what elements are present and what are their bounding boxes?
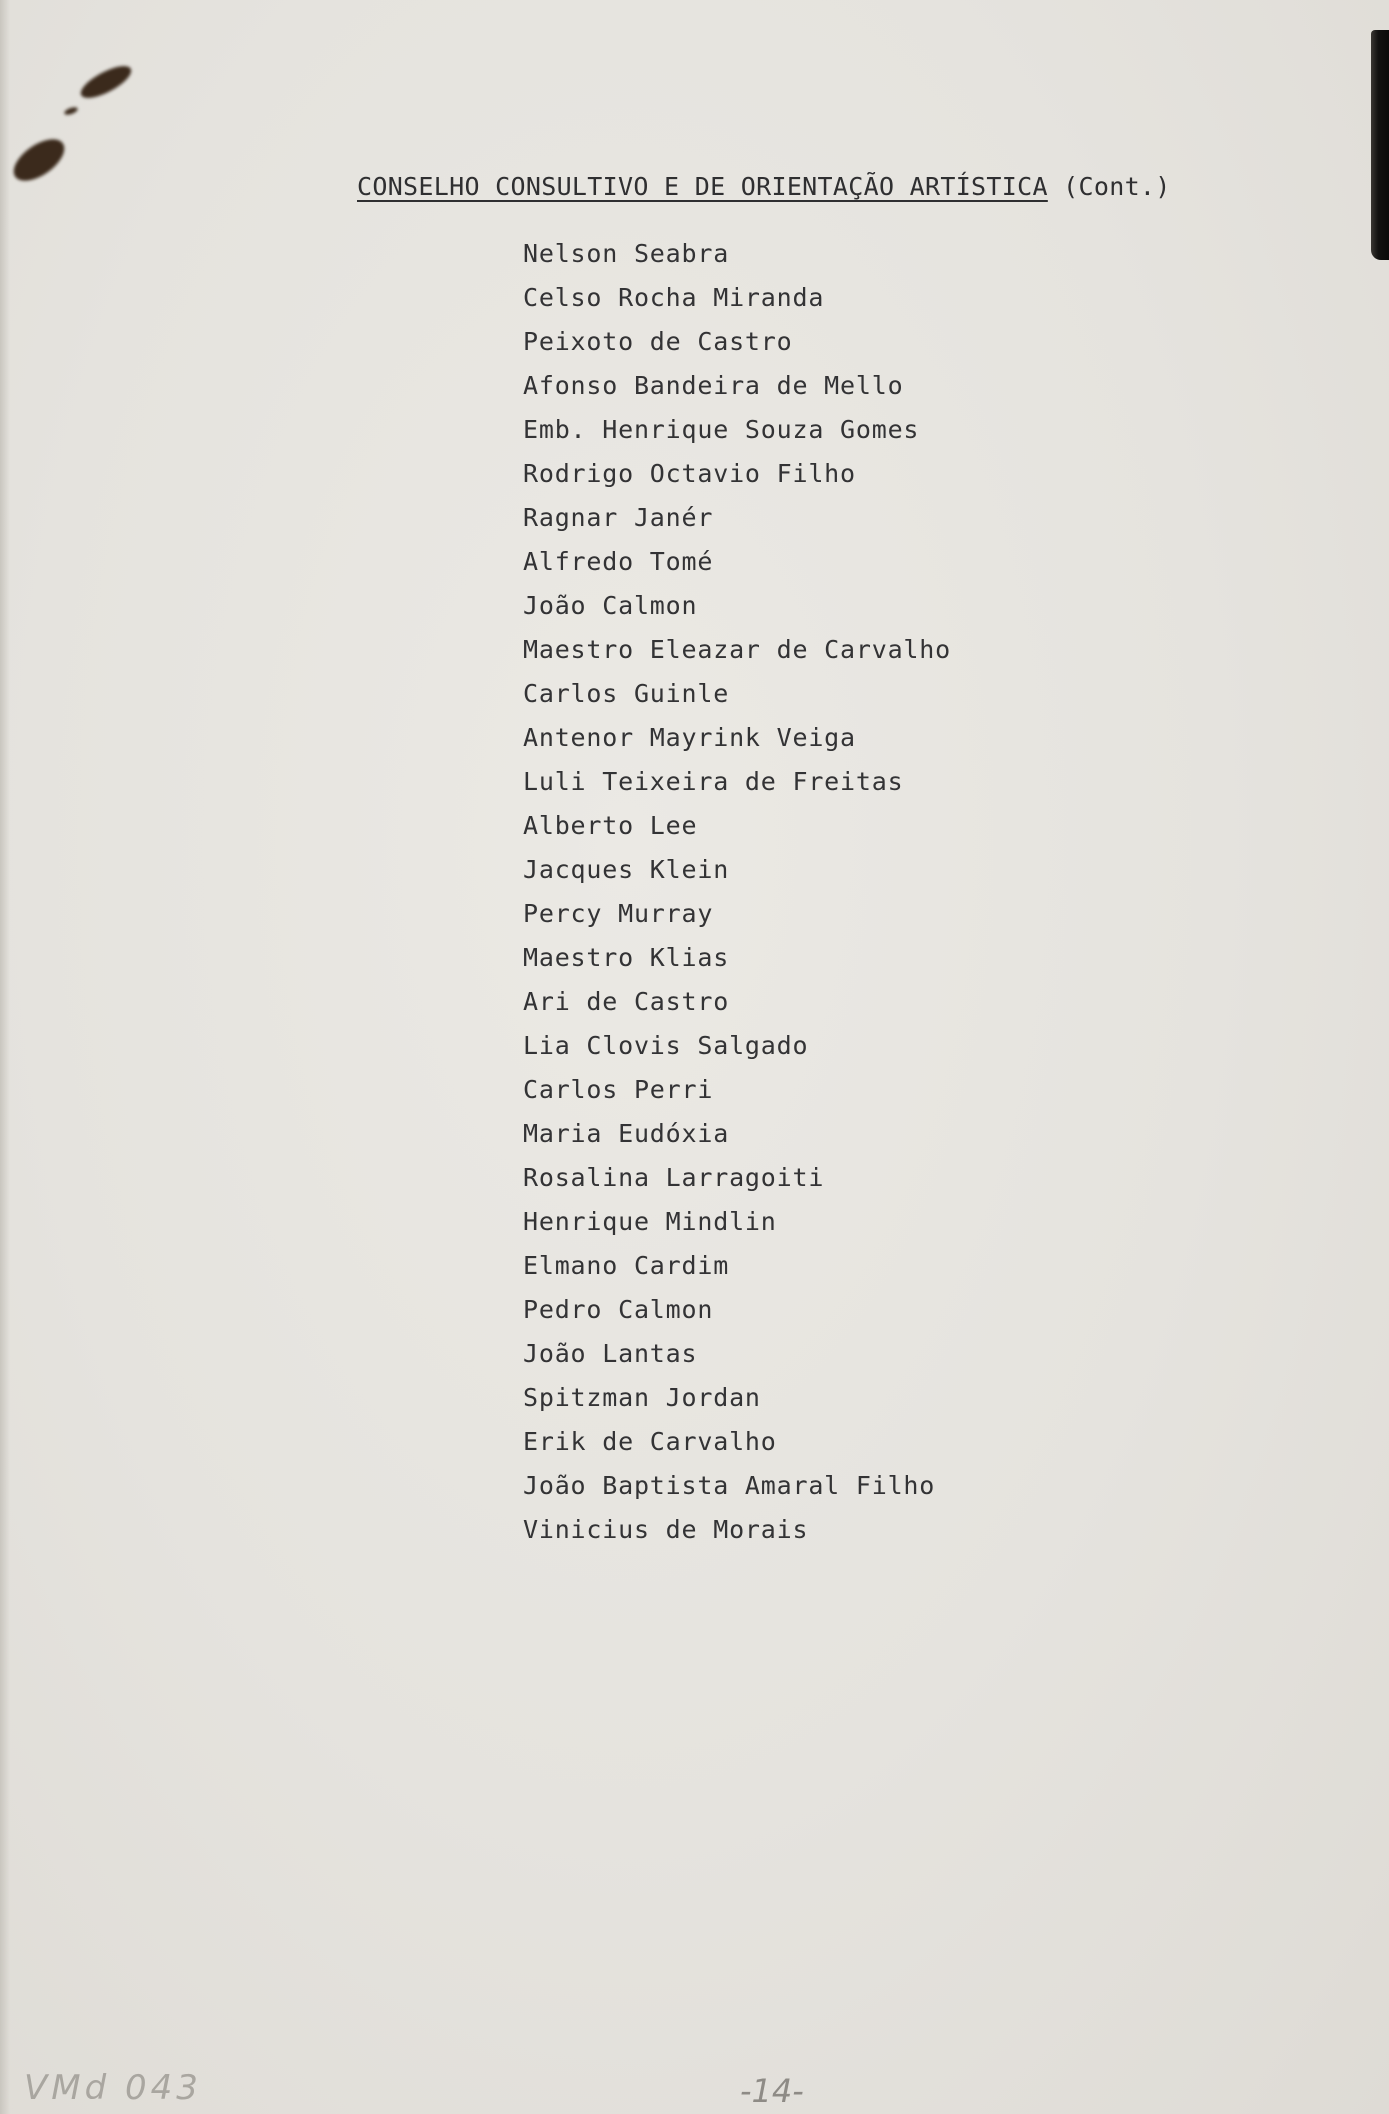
name-item: Peixoto de Castro: [523, 327, 793, 356]
name-item: Ragnar Janér: [523, 503, 714, 532]
name-item: Pedro Calmon: [523, 1295, 714, 1324]
name-item: Vinicius de Morais: [523, 1515, 809, 1544]
page-number: -14-: [740, 2072, 804, 2110]
name-item: Jacques Klein: [523, 855, 730, 884]
name-item: Nelson Seabra: [523, 239, 730, 268]
paper-left-edge: [0, 0, 10, 2114]
name-item: Erik de Carvalho: [523, 1427, 777, 1456]
name-item: Lia Clovis Salgado: [523, 1031, 809, 1060]
name-item: João Calmon: [523, 591, 698, 620]
heading-title: CONSELHO CONSULTIVO E DE ORIENTAÇÃO ARTÍSTICA: [357, 172, 1048, 201]
document-heading: [357, 172, 1171, 201]
name-item: Alberto Lee: [523, 811, 698, 840]
name-item: Carlos Guinle: [523, 679, 730, 708]
name-item: Elmano Cardim: [523, 1251, 730, 1280]
name-item: João Lantas: [523, 1339, 698, 1368]
name-item: Maestro Klias: [523, 943, 730, 972]
paper-torn-corner: [1371, 30, 1389, 260]
rust-stain: [63, 106, 78, 116]
rust-stain: [77, 60, 136, 104]
name-item: Percy Murray: [523, 899, 714, 928]
name-item: Luli Teixeira de Freitas: [523, 767, 904, 796]
name-item: Ari de Castro: [523, 987, 730, 1016]
name-item: Emb. Henrique Souza Gomes: [523, 415, 920, 444]
name-item: Rodrigo Octavio Filho: [523, 459, 856, 488]
name-item: Rosalina Larragoiti: [523, 1163, 825, 1192]
name-item: Maria Eudóxia: [523, 1119, 730, 1148]
name-item: Celso Rocha Miranda: [523, 283, 825, 312]
name-item: Afonso Bandeira de Mello: [523, 371, 904, 400]
heading-suffix: (Cont.): [1063, 172, 1171, 201]
name-item: Henrique Mindlin: [523, 1207, 777, 1236]
name-item: Maestro Eleazar de Carvalho: [523, 635, 951, 664]
name-item: Spitzman Jordan: [523, 1383, 761, 1412]
name-item: Carlos Perri: [523, 1075, 714, 1104]
handwritten-archive-reference: VMd 043: [24, 2068, 202, 2108]
names-list: [523, 232, 951, 1552]
name-item: João Baptista Amaral Filho: [523, 1471, 936, 1500]
name-item: Antenor Mayrink Veiga: [523, 723, 856, 752]
rust-stain: [7, 131, 72, 189]
name-item: Alfredo Tomé: [523, 547, 714, 576]
